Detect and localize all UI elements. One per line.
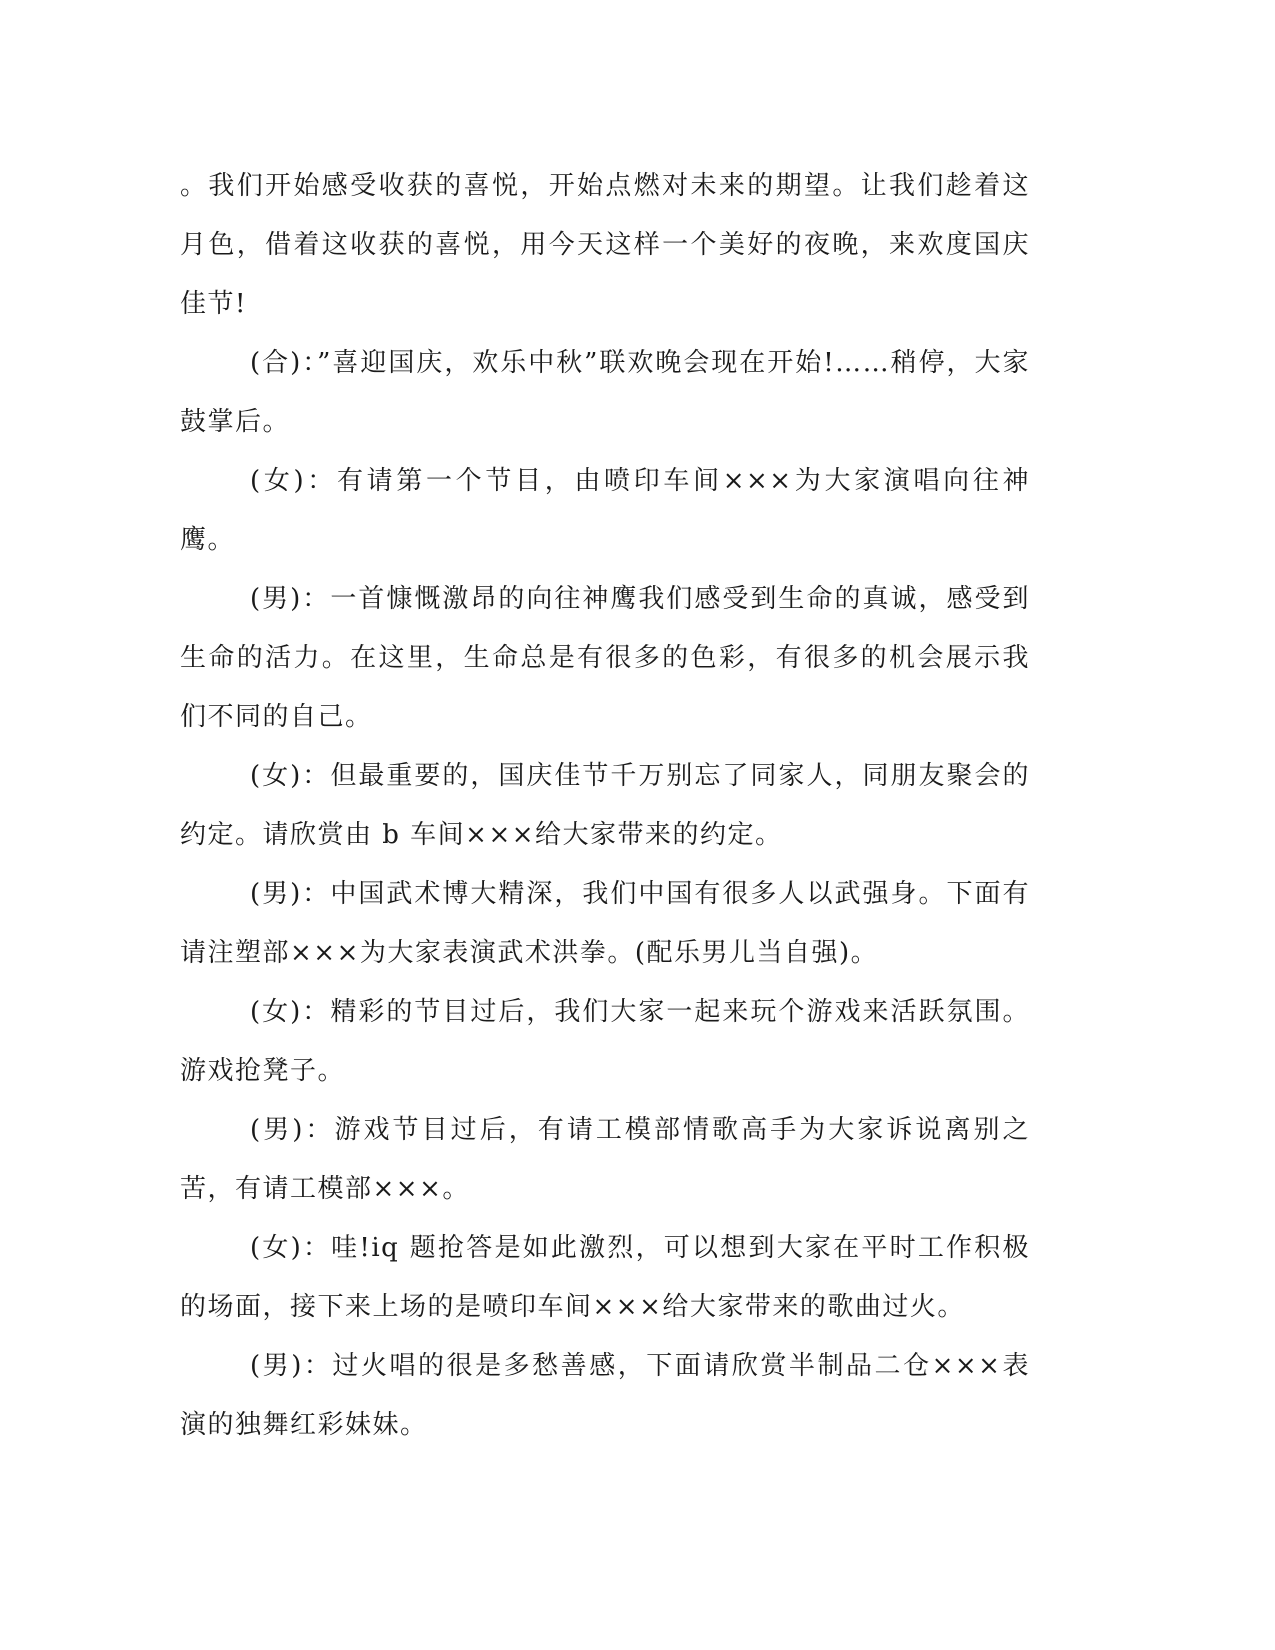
paragraph: (女)：有请第一个节目，由喷印车间×××为大家演唱向往神鹰。 xyxy=(180,466,1030,555)
paragraph: 。我们开始感受收获的喜悦，开始点燃对未来的期望。让我们趁着这月色，借着这收获的喜悦，用今天这样一个美好的夜晚，来欢度国庆佳节! xyxy=(180,171,1030,319)
paragraph: (男)：中国武术博大精深，我们中国有很多人以武强身。下面有请注塑部×××为大家表演武术洪拳。(配乐男儿当自强)。 xyxy=(180,879,1030,968)
paragraph: (合)：”喜迎国庆，欢乐中秋”联欢晚会现在开始!……稍停，大家鼓掌后。 xyxy=(180,348,1030,437)
paragraph: (女)：但最重要的，国庆佳节千万别忘了同家人，同朋友聚会的约定。请欣赏由 b 车间×××给大家带来的约定。 xyxy=(180,761,1030,850)
paragraph: (男)：游戏节目过后，有请工模部情歌高手为大家诉说离别之苦，有请工模部×××。 xyxy=(180,1115,1030,1204)
paragraph: (女)：精彩的节目过后，我们大家一起来玩个游戏来活跃氛围。游戏抢凳子。 xyxy=(180,997,1030,1086)
paragraph: (男)：一首慷慨激昂的向往神鹰我们感受到生命的真诚，感受到生命的活力。在这里，生命总是有很多的色彩，有很多的机会展示我们不同的自己。 xyxy=(180,584,1030,732)
document-body xyxy=(180,157,1030,1455)
paragraph: (女)：哇!iq 题抢答是如此激烈，可以想到大家在平时工作积极的场面，接下来上场的是喷印车间×××给大家带来的歌曲过火。 xyxy=(180,1233,1030,1322)
paragraph: (男)：过火唱的很是多愁善感，下面请欣赏半制品二仓×××表演的独舞红彩妹妹。 xyxy=(180,1351,1030,1440)
